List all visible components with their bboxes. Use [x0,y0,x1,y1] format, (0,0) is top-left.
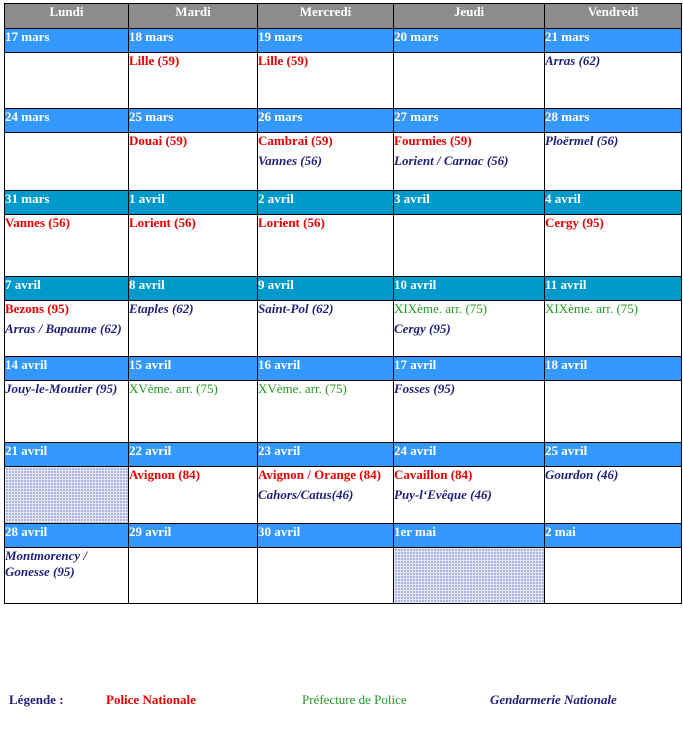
date-label: 23 avril [258,443,394,467]
day-cell [5,381,129,443]
date-label: 15 avril [129,357,258,381]
day-cell [129,215,258,277]
day-cell [545,381,682,443]
day-cell [394,301,545,357]
day-cell [394,381,545,443]
event-row [5,133,682,191]
legend [0,692,683,712]
day-cell [394,215,545,277]
day-cell [258,467,394,524]
date-label: 2 avril [258,191,394,215]
day-cell [545,215,682,277]
date-label: 2 mai [545,524,682,548]
event-entry: Gourdon (46) [545,467,619,482]
date-row [5,357,682,381]
event-row [5,467,682,524]
event-entry: XIXème. arr. (75) [545,301,639,316]
legend-title: Légende : [9,692,64,707]
event-entry: Saint-Pol (62) [258,301,334,316]
date-label: 20 mars [394,29,545,53]
event-entry: Fourmies (59) [394,133,472,148]
date-label: 25 mars [129,109,258,133]
day-cell-holiday [394,548,545,604]
date-label: 7 avril [5,277,129,301]
day-cell-holiday [5,467,129,524]
event-entry: Vannes (56) [5,215,70,230]
event-entry: Avignon (84) [129,467,200,482]
date-label: 4 avril [545,191,682,215]
day-cell [394,467,545,524]
date-label: 8 avril [129,277,258,301]
calendar-table [4,3,682,604]
day-cell [258,133,394,191]
event-entry: Lorient (56) [258,215,325,230]
event-entry: Puy-l‘Evêque (46) [394,487,492,502]
day-cell [5,215,129,277]
day-cell [129,301,258,357]
date-label: 30 avril [258,524,394,548]
date-label: 1 avril [129,191,258,215]
date-label: 18 avril [545,357,682,381]
event-entry: Cavaillon (84) [394,467,473,482]
legend-police-nationale: Police Nationale [106,692,196,707]
date-label: 24 mars [5,109,129,133]
day-cell [258,381,394,443]
date-label: 16 avril [258,357,394,381]
date-row [5,443,682,467]
date-row [5,29,682,53]
day-cell [394,133,545,191]
event-entry: Lille (59) [258,53,309,68]
event-entry: XVème. arr. (75) [129,381,218,396]
day-cell [258,301,394,357]
event-entry: Bezons (95) [5,301,69,316]
date-label: 17 avril [394,357,545,381]
date-label: 9 avril [258,277,394,301]
day-cell [129,133,258,191]
event-row [5,215,682,277]
day-header-wednesday: Mercredi [258,4,394,29]
event-row [5,548,682,604]
date-row [5,191,682,215]
event-entry: Douai (59) [129,133,188,148]
date-row [5,524,682,548]
day-cell [5,53,129,109]
event-entry: Ploërmel (56) [545,133,619,148]
event-row [5,301,682,357]
event-entry: Cahors/Catus(46) [258,487,354,502]
date-label: 19 mars [258,29,394,53]
day-header-tuesday: Mardi [129,4,258,29]
day-cell [394,53,545,109]
date-label: 21 avril [5,443,129,467]
event-row [5,381,682,443]
day-cell [545,301,682,357]
event-entry: Etaples (62) [129,301,194,316]
day-header-row [5,4,682,29]
event-entry: Montmorency / Gonesse (95) [5,548,87,579]
day-cell [258,53,394,109]
date-label: 21 mars [545,29,682,53]
event-entry: Lille (59) [129,53,180,68]
event-entry: Arras / Bapaume (62) [5,321,122,336]
date-label: 22 avril [129,443,258,467]
event-row [5,53,682,109]
event-entry: Avignon / Orange (84) [258,467,381,482]
day-cell [5,548,129,604]
event-entry: Arras (62) [545,53,601,68]
day-cell [258,215,394,277]
day-cell [545,467,682,524]
day-cell [129,467,258,524]
date-label: 18 mars [129,29,258,53]
day-cell [129,53,258,109]
date-label: 29 avril [129,524,258,548]
event-entry: Cergy (95) [545,215,604,230]
day-cell [545,53,682,109]
date-label: 31 mars [5,191,129,215]
event-entry: Lorient / Carnac (56) [394,153,509,168]
legend-prefecture-police: Préfecture de Police [302,692,407,707]
date-label: 25 avril [545,443,682,467]
date-row [5,109,682,133]
event-entry: Fosses (95) [394,381,456,396]
day-cell [545,133,682,191]
day-header-thursday: Jeudi [394,4,545,29]
day-cell [129,548,258,604]
day-cell [5,133,129,191]
date-label: 3 avril [394,191,545,215]
date-label: 17 mars [5,29,129,53]
event-entry: XVème. arr. (75) [258,381,347,396]
date-label: 24 avril [394,443,545,467]
day-header-monday: Lundi [5,4,129,29]
date-label: 26 mars [258,109,394,133]
event-entry: Lorient (56) [129,215,196,230]
date-label: 28 mars [545,109,682,133]
date-label: 27 mars [394,109,545,133]
event-entry: Vannes (56) [258,153,322,168]
date-label: 28 avril [5,524,129,548]
legend-gendarmerie-nationale: Gendarmerie Nationale [490,692,617,707]
event-entry: Jouy-le-Moutier (95) [5,381,118,396]
event-entry: XIXème. arr. (75) [394,301,488,316]
date-label: 14 avril [5,357,129,381]
date-label: 1er mai [394,524,545,548]
event-entry: Cambrai (59) [258,133,333,148]
date-row [5,277,682,301]
day-cell [129,381,258,443]
day-header-friday: Vendredi [545,4,682,29]
event-entry: Cergy (95) [394,321,451,336]
day-cell [545,548,682,604]
date-label: 11 avril [545,277,682,301]
day-cell [5,301,129,357]
day-cell [258,548,394,604]
date-label: 10 avril [394,277,545,301]
